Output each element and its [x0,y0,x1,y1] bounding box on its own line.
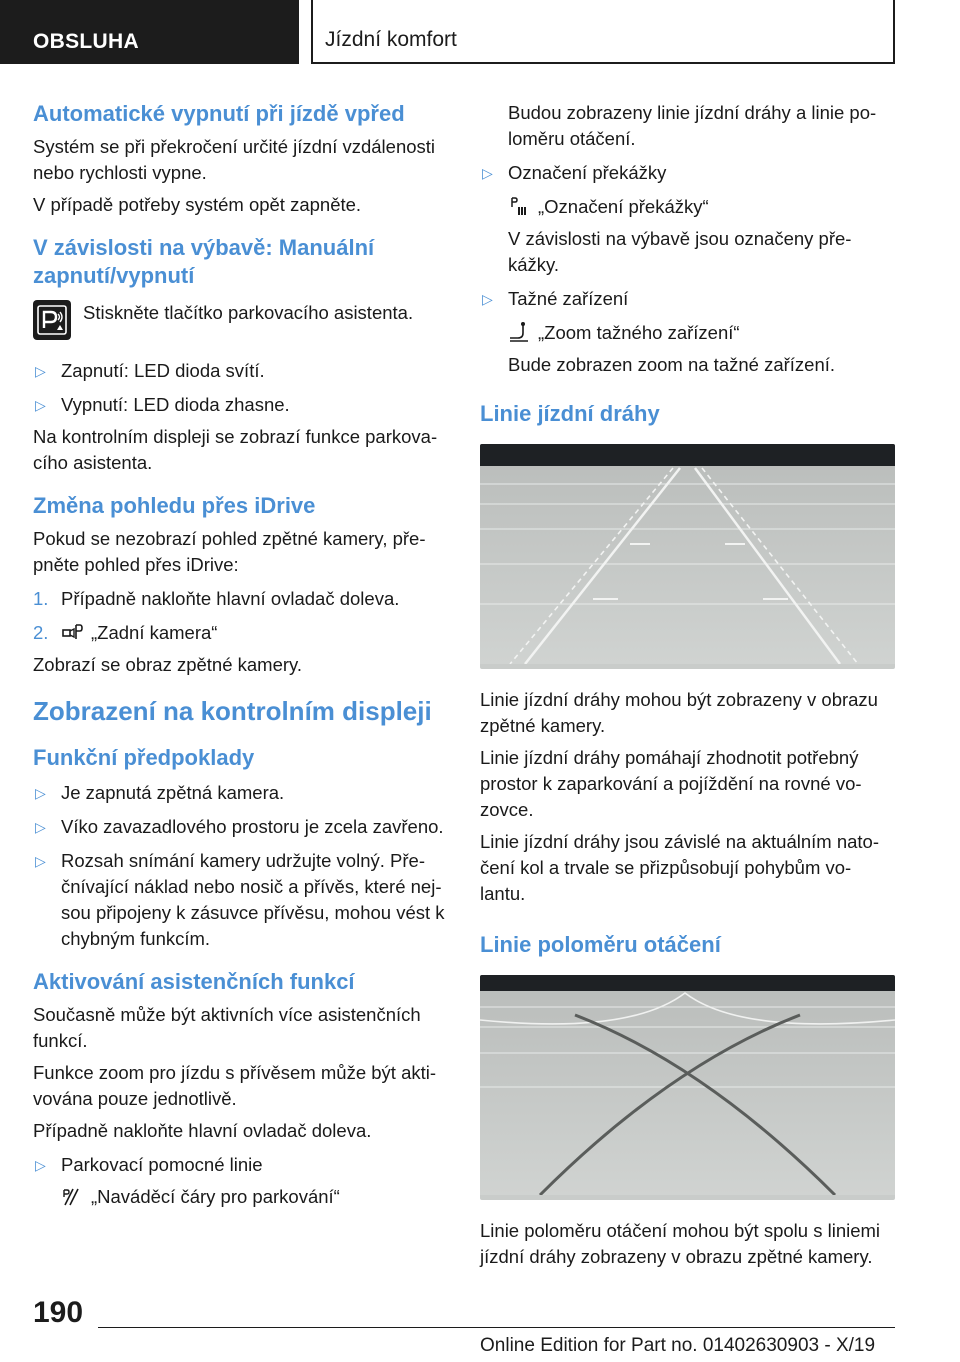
heading-manual: V závislosti na výbavě: Manuální zapnutí/vypnutí [33,235,375,288]
parking-button-row [33,300,449,344]
paragraph: Bude zobrazen zoom na tažné zařízení. [508,354,836,375]
heading-activate: Aktivování asistenčních funkcí [33,969,355,994]
footer-divider [98,1327,895,1328]
paragraph: Linie jízdní dráhy pomáhají zhodnotit potřebný prostor k zaparkování a pojíždění na rovné vo‐zovce. [480,747,862,820]
heading-change-view: Změna pohledu přes iDrive [33,493,316,518]
heading-prereq: Funkční předpoklady [33,745,255,770]
turning-radius-illustration [480,975,895,1195]
bullet-item: ▷ Označení překážky [480,160,896,186]
bullet-item: ▷ Tažné zařízení [480,286,896,312]
heading-lane-lines: Linie jízdní dráhy [480,401,660,426]
rear-camera-icon [61,621,83,643]
paragraph: Funkce zoom pro jízdu s přívěsem může být akti‐vována pouze jednotlivě. [33,1062,437,1109]
section-tab [0,0,299,64]
paragraph: Linie jízdní dráhy jsou závislé na aktuálním nato‐čení kol a trvale se přizpůsobují pohybům vo‐lantu. [480,831,879,904]
right-column [480,100,896,1276]
page-number: 190 [33,1296,84,1329]
paragraph: Na kontrolním displeji se zobrazí funkce parkova‐cího asistenta. [33,426,438,473]
chapter-title: Jízdní komfort [325,28,457,51]
bullet-triangle-icon: ▷ [35,397,46,413]
bullet-triangle-icon: ▷ [482,291,493,307]
bullet-item: ▷ Je zapnutá zpětná kamera. [33,780,449,806]
bullet-triangle-icon: ▷ [482,165,493,181]
left-column [33,100,449,1210]
paragraph: V případě potřeby systém opět zapněte. [33,194,362,215]
step-item: 2. „Zadní kamera“ [33,622,218,643]
paragraph: Současně může být aktivních více asistenčních funkcí. [33,1004,421,1051]
bullet-item: ▷ Rozsah snímání kamery udržujte volný. Pře‐čnívající náklad nebo nosič a přívěs, které nej‐sou připojeny k zásuvce přívěsu, mohou vést k chybným funkcím. [35,850,445,949]
obstacle-marking-icon [508,195,530,217]
paragraph: Pokud se nezobrazí pohled zpětné kamery, pře‐pněte pohled přes iDrive: [33,528,426,575]
bullet-item: ▷ Zapnutí: LED dioda svítí. [33,358,449,384]
footer-edition: Online Edition for Part no. 01402630903 - X/19 [480,1335,876,1356]
paragraph: Systém se při překročení určité jízdní vzdálenosti nebo rychlosti vypne. [33,136,436,183]
guide-lines-label-row: „Naváděcí čáry pro parkování“ [33,1184,449,1210]
turning-radius-figure [480,975,895,1200]
paragraph: Linie jízdní dráhy mohou být zobrazeny v obrazu zpětné kamery. [480,689,878,736]
heading-display: Zobrazení na kontrolním displeji [33,696,432,726]
bullet-triangle-icon: ▷ [35,853,46,869]
paragraph: Případně nakloňte hlavní ovladač doleva. [33,1120,372,1141]
tow-hitch-icon [508,321,530,343]
lane-lines-illustration [480,444,895,664]
paragraph: Budou zobrazeny linie jízdní dráhy a linie po‐loměru otáčení. [508,102,877,149]
bullet-item: ▷ Parkovací pomocné linie [33,1152,449,1178]
paragraph: Zobrazí se obraz zpětné kamery. [33,654,303,675]
paragraph: V závislosti na výbavě jsou označeny pře‐kážky. [508,228,852,275]
chapter-tab [311,0,895,64]
bullet-item: ▷ Víko zavazadlového prostoru je zcela zavřeno. [33,814,449,840]
section-title: OBSLUHA [33,30,139,53]
bullet-item: ▷ Vypnutí: LED dioda zhasne. [33,392,449,418]
parking-guide-lines-icon [61,1185,83,1207]
bullet-triangle-icon: ▷ [35,363,46,379]
press-button-text: Stiskněte tlačítko parkovacího asistenta. [83,302,414,323]
obstacle-label-row: „Označení překážky“ [480,194,896,220]
lane-lines-figure [480,444,895,669]
heading-auto-off: Automatické vypnutí při jízdě vpřed [33,101,405,126]
paragraph: Linie poloměru otáčení mohou být spolu s liniemi jízdní dráhy zobrazeny v obrazu zpětné kamery. [480,1220,881,1267]
bullet-triangle-icon: ▷ [35,819,46,835]
step-item: 1. Případně nakloňte hlavní ovladač doleva. [33,588,400,609]
hitch-label-row: „Zoom tažného zařízení“ [480,320,896,346]
bullet-triangle-icon: ▷ [35,785,46,801]
bullet-triangle-icon: ▷ [35,1157,46,1173]
parking-assistant-button-icon [33,300,71,340]
heading-turning: Linie poloměru otáčení [480,932,721,957]
